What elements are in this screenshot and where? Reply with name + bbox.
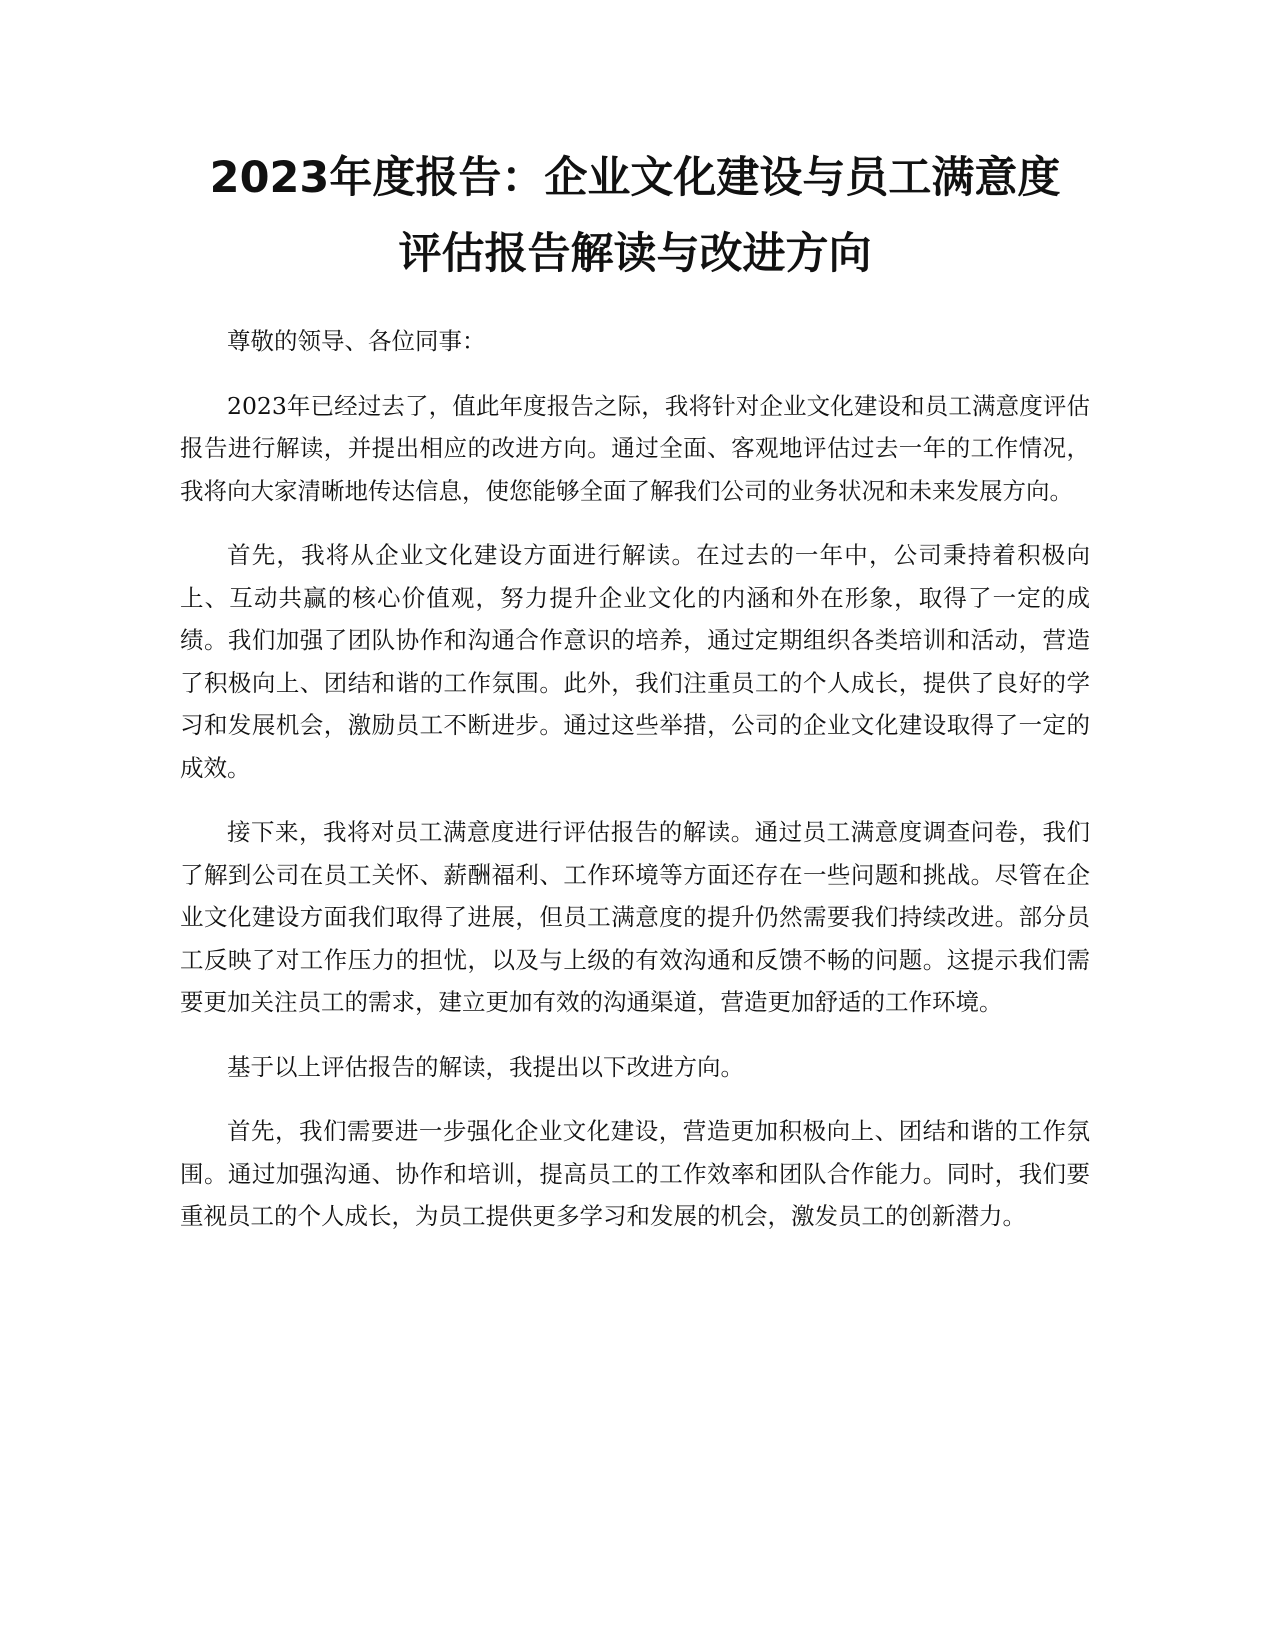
paragraph-intro: 2023年已经过去了，值此年度报告之际，我将针对企业文化建设和员工满意度评估报告进行解读，并提出相应的改进方向。通过全面、客观地评估过去一年的工作情况，我将向大家清晰地传达信息，使您能够全面了解我们公司的业务状况和未来发展方向。 [180,391,1090,505]
paragraph-satisfaction: 接下来，我将对员工满意度进行评估报告的解读。通过员工满意度调查问卷，我们了解到公司在员工关怀、薪酬福利、工作环境等方面还存在一些问题和挑战。尽管在企业文化建设方面我们取得了进展，但员工满意度的提升仍然需要我们持续改进。部分员工反映了对工作压力的担忧，以及与上级的有效沟通和反馈不畅的问题。这提示我们需要更加关注员工的需求，建立更加有效的沟通渠道，营造更加舒适的工作环境。 [180,818,1090,1016]
document-page [180,140,1090,1260]
title-line-1: 2023年度报告：企业文化建设与员工满意度 [209,153,1061,203]
paragraph-transition: 基于以上评估报告的解读，我提出以下改进方向。 [227,1052,744,1081]
title-line-2: 评估报告解读与改进方向 [398,229,872,279]
salutation: 尊敬的领导、各位同事： [227,327,486,355]
paragraph-culture: 首先，我将从企业文化建设方面进行解读。在过去的一年中，公司秉持着积极向上、互动共赢的核心价值观，努力提升企业文化的内涵和外在形象，取得了一定的成绩。我们加强了团队协作和沟通合作意识的培养，通过定期组织各类培训和活动，营造了积极向上、团结和谐的工作氛围。此外，我们注重员工的个人成长，提供了良好的学习和发展机会，激励员工不断进步。通过这些举措，公司的企业文化建设取得了一定的成效。 [180,541,1090,782]
paragraph-improvement: 首先，我们需要进一步强化企业文化建设，营造更加积极向上、团结和谐的工作氛围。通过加强沟通、协作和培训，提高员工的工作效率和团队合作能力。同时，我们要重视员工的个人成长，为员工提供更多学习和发展的机会，激发员工的创新潜力。 [180,1117,1090,1230]
document-title [180,140,1090,292]
